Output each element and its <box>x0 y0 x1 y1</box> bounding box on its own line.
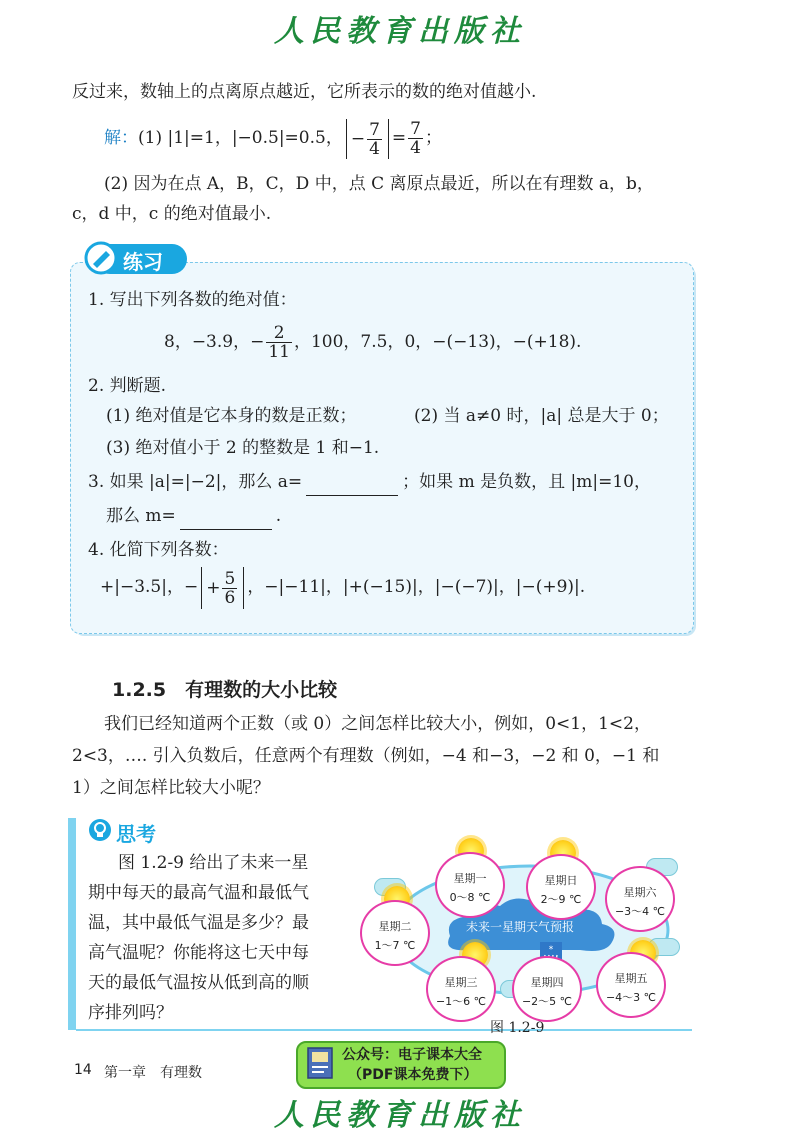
q4-frac-den: 6 <box>224 587 236 608</box>
day-friday <box>596 952 666 1018</box>
solution-part1-text: (1) |1|=1，|−0.5|=0.5， <box>138 128 343 148</box>
day-thursday <box>512 956 582 1022</box>
day-temp: −1～6 ℃ <box>435 995 487 1008</box>
q1-part-b: ，100，7.5，0，−(−13)，−(+18). <box>293 332 582 352</box>
think-line-3: 高气温呢？你能将这七天中每 <box>88 943 309 963</box>
frac-den: 4 <box>369 138 380 159</box>
exercise-q4-items <box>100 566 585 609</box>
q3-part-b: ；如果 m 是负数，且 |m|=10， <box>402 472 651 492</box>
section-heading <box>112 676 337 704</box>
section-title: 有理数的大小比较 <box>185 679 338 701</box>
chapter-label: 第一章 有理数 <box>104 1065 202 1081</box>
think-line-1: 期中每天的最高气温和最低气 <box>88 883 309 903</box>
section-line3: 1）之间怎样比较大小呢？ <box>72 778 270 798</box>
figure-caption: 图 1.2-9 <box>490 1020 545 1036</box>
exercise-q4: 4. 化简下列各数： <box>88 540 229 560</box>
exercise-q3 <box>88 468 651 496</box>
answer-blank-a[interactable] <box>306 475 398 496</box>
exercise-q2-3: (3) 绝对值小于 2 的整数是 1 和−1. <box>106 438 380 458</box>
solution-part1 <box>104 118 442 159</box>
think-line-5: 序排列吗？ <box>88 1003 173 1023</box>
promo-line2: （PDF课本免费下） <box>348 1067 478 1083</box>
publisher-header: 人民教育出版社 <box>274 14 526 49</box>
day-temp: −3～4 ℃ <box>614 905 666 918</box>
solution-label: 解： <box>104 128 138 148</box>
day-name: 星期二 <box>378 920 412 933</box>
frac-num: 7 <box>369 119 380 140</box>
day-wednesday <box>426 956 496 1022</box>
exercise-title: 练习 <box>123 250 163 274</box>
day-name: 星期一 <box>453 872 487 885</box>
q4-fraction <box>222 570 237 607</box>
think-bottom-rule <box>76 1029 692 1031</box>
abs-fraction: − $\frac{7}{4}$ <box>346 119 389 159</box>
svg-text:*: * <box>548 945 554 955</box>
frac-num-result: 7 <box>410 119 421 139</box>
publisher-footer: 人民教育出版社 <box>274 1098 526 1133</box>
day-name: 星期六 <box>623 886 657 899</box>
q4-part-b: ，−|−11|，|+(−15)|，|−(−7)|，|−(+9)|. <box>247 577 586 597</box>
promo-line1: 公众号：电子课本大全 <box>342 1047 482 1063</box>
think-line-2: 温，其中最低气温是多少？最 <box>88 913 309 933</box>
semicolon: ； <box>425 128 442 148</box>
frac-den-result: 4 <box>410 138 421 158</box>
day-temp: 1～7 ℃ <box>374 939 416 952</box>
day-tuesday <box>360 900 430 966</box>
day-name: 星期四 <box>530 976 564 989</box>
section-number: 1.2.5 <box>112 679 167 701</box>
day-temp: 0～8 ℃ <box>449 891 491 904</box>
day-temp: −4～3 ℃ <box>605 991 657 1004</box>
day-sunday <box>526 854 596 920</box>
q1-part-a: 8，−3.9，− <box>164 332 265 352</box>
exercise-q1: 1. 写出下列各数的绝对值： <box>88 290 297 310</box>
page-number: 14 <box>74 1062 92 1078</box>
exercise-q3-cont <box>106 502 281 530</box>
day-name: 星期三 <box>444 976 478 989</box>
intro-paragraph: 反过来，数轴上的点离原点越近，它所表示的数的绝对值越小. <box>72 82 537 102</box>
solution-part2-line1: (2) 因为在点 A，B，C，D 中，点 C 离原点最近，所以在有理数 a，b， <box>104 174 654 194</box>
day-name: 星期日 <box>544 874 578 887</box>
think-line-4: 天的最低气温按从低到高的顺 <box>88 973 309 993</box>
q1-fraction <box>266 324 292 361</box>
fraction-result <box>408 120 423 157</box>
exercise-q2-1: (1) 绝对值是它本身的数是正数； <box>106 406 357 426</box>
exercise-q1-items <box>164 322 581 362</box>
q4-frac-num: 5 <box>224 568 236 589</box>
q3-part-c: 那么 m= <box>106 506 176 526</box>
q4-abs-fraction: + $\frac{5}{6}$ <box>201 567 244 609</box>
q1-frac-den: 11 <box>268 342 290 362</box>
day-temp: −2～5 ℃ <box>521 995 573 1008</box>
day-name: 星期五 <box>614 972 648 985</box>
answer-blank-m[interactable] <box>180 509 272 530</box>
section-line1: 我们已经知道两个正数（或 0）之间怎样比较大小，例如，0<1，1<2， <box>104 714 651 734</box>
exercise-q2: 2. 判断题. <box>88 376 167 396</box>
q3-part-a: 3. 如果 |a|=|−2|，那么 a= <box>88 472 303 492</box>
lightbulb-icon <box>88 818 112 842</box>
day-monday <box>435 852 505 918</box>
q1-frac-num: 2 <box>266 324 292 343</box>
day-temp: 2～9 ℃ <box>540 893 582 906</box>
equals-sign: = <box>391 128 407 148</box>
pencil-icon <box>84 240 118 276</box>
think-sidebar <box>68 818 76 1030</box>
q4-part-a: +|−3.5|，− <box>100 577 199 597</box>
think-title: 思考 <box>116 822 156 846</box>
think-line-0: 图 1.2-9 给出了未来一星 <box>118 853 309 873</box>
q3-part-d: . <box>275 506 282 526</box>
day-saturday <box>605 866 675 932</box>
solution-part2-line2: c，d 中，c 的绝对值最小. <box>72 204 272 224</box>
exercise-q2-2: (2) 当 a≠0 时，|a| 总是大于 0； <box>414 406 669 426</box>
forecast-center-label: 未来一星期天气预报 <box>466 920 575 934</box>
section-line2: 2<3，…. 引入负数后，任意两个有理数（例如，−4 和−3，−2 和 0，−1 和 <box>72 746 660 766</box>
fraction <box>367 121 382 158</box>
book-icon <box>306 1046 336 1080</box>
